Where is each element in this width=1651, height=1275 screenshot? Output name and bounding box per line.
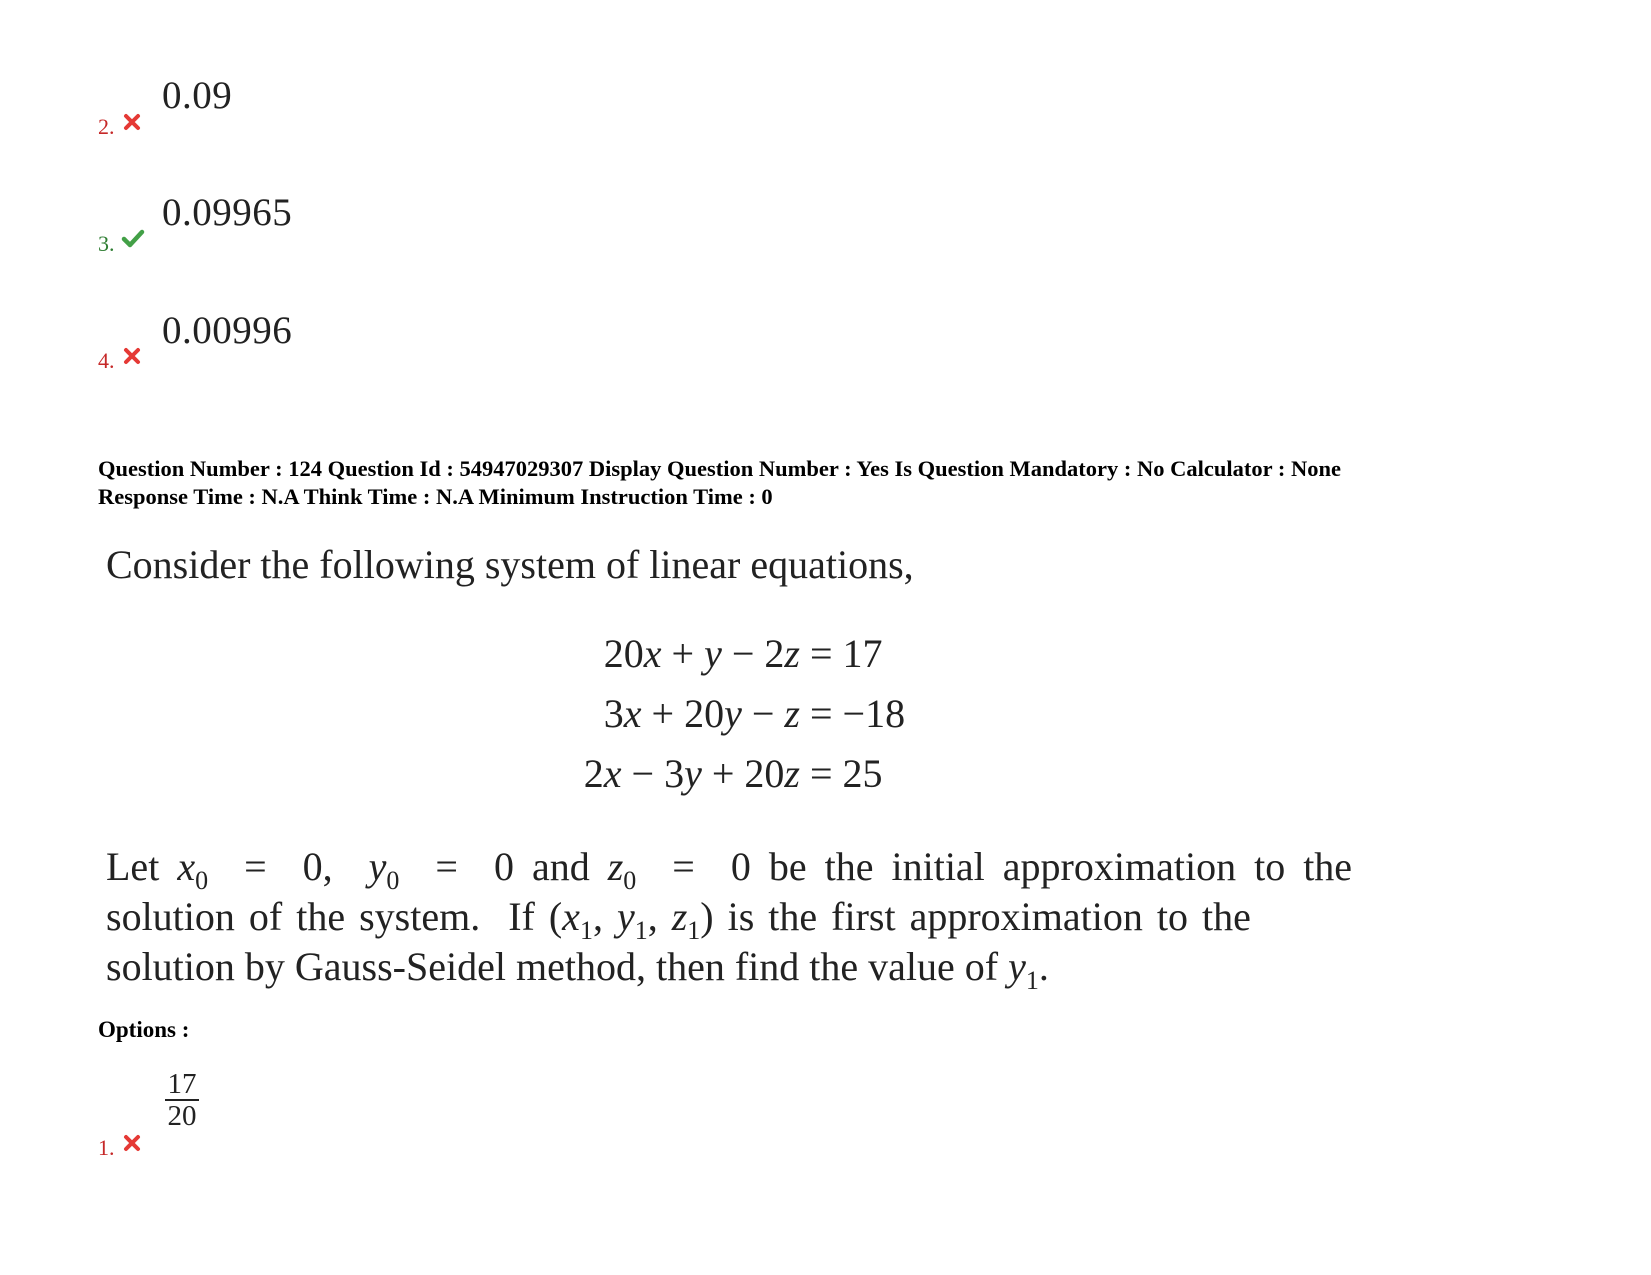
option-number: 4. [98,348,115,373]
option-number: 2. [98,114,115,139]
cross-icon [122,112,142,132]
equation-3: 2x − 3y + 20z = 25 [583,751,883,796]
equation-2: 3x + 20y − z = −18 [603,691,906,736]
fraction-denominator: 20 [167,1100,197,1132]
option-value: 0.00996 [162,309,293,352]
question-meta-line-1: Question Number : 124 Question Id : 54947029307 Display Question Number : Yes Is Question Mandatory : No Calculator : None [98,456,1341,481]
fraction-numerator: 17 [165,1070,199,1101]
question-body-line-2: solution of the system. If ($x_1$, $y_1$, $z_1$) is the first approximation to the [106,894,1251,945]
question-body-line-1: Let $x_0 = 0$, $y_0 = 0$ and $z_0 = 0$ be the initial approximation to the [106,844,1353,895]
question-intro: Consider the following system of linear equations, [106,542,914,587]
cross-icon [122,346,142,366]
question-body-line-3: solution by Gauss-Seidel method, then find the value of $y_1$. [106,944,1049,995]
equation-1: 20x + y − 2z = 17 [603,631,883,676]
check-icon [121,228,145,248]
question-meta-line-2: Response Time : N.A Think Time : N.A Minimum Instruction Time : 0 [98,484,773,509]
option-fraction [165,1070,199,1130]
option-number: 1. [98,1135,115,1160]
option-value: 0.09 [162,74,233,117]
option-number: 3. [98,231,115,256]
option-value: 0.09965 [162,191,293,234]
cross-icon [122,1133,142,1153]
options-label: Options : [98,1017,190,1042]
